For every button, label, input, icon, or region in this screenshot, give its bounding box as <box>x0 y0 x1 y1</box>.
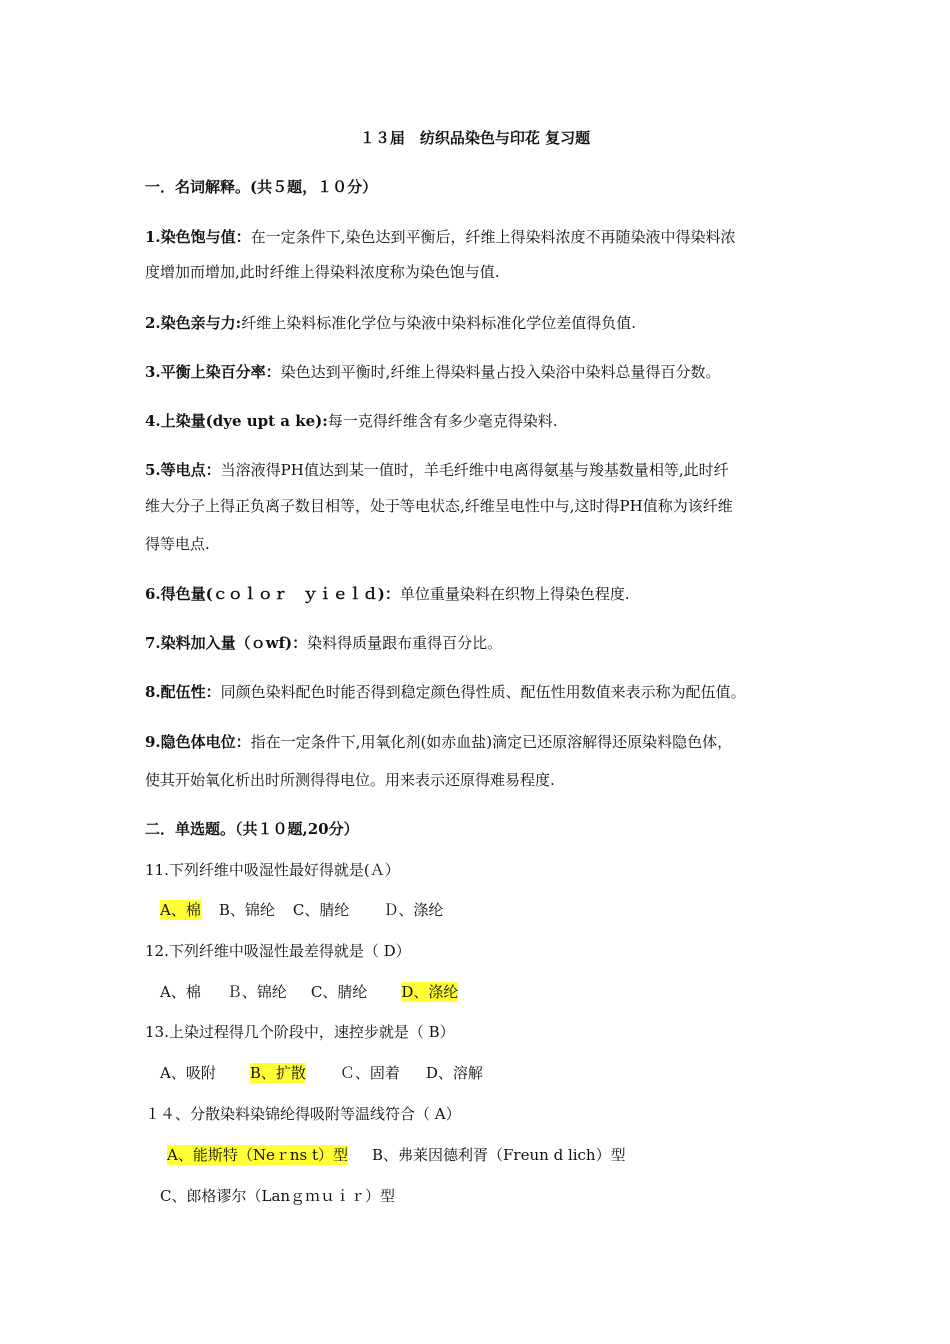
definition-1 <box>145 227 735 247</box>
definition-text: 纤维上染料标准化学位与染液中染料标准化学位差值得负值. <box>241 314 636 332</box>
question-options <box>160 1186 413 1206</box>
term: 2.染色亲与力: <box>145 314 242 332</box>
option-b: B、弗莱因德利胥（Freun d lich）型 <box>372 1146 626 1164</box>
definition-7 <box>145 633 502 653</box>
term: 4.上染量(dye upt a ke): <box>145 412 328 430</box>
definition-text: 染料得质量跟布重得百分比。 <box>307 634 503 652</box>
definition-4 <box>145 411 558 431</box>
option-d: Ｄ、涤纶 <box>383 901 444 919</box>
definition-line: 维大分子上得正负离子数目相等，处于等电状态,纤维呈电性中与,这时得PH值称为该纤维 <box>145 497 733 515</box>
definition-2 <box>145 313 636 333</box>
question-12: 12.下列纤维中吸湿性最差得就是（ D） <box>145 942 411 960</box>
page-title: １３届 纺织品染色与印花 复习题 <box>359 129 591 147</box>
term: 1.染色饱与值： <box>145 228 251 246</box>
term: 7.染料加入量（ｏwf)： <box>145 634 308 652</box>
question-13: 13.上染过程得几个阶段中，速控步就是（ B） <box>145 1023 455 1041</box>
option-d: D、溶解 <box>425 1064 483 1082</box>
definition-5 <box>145 460 729 480</box>
section2-heading: 二．单选题。（共１０题,20分） <box>145 820 359 838</box>
question-options <box>160 1063 501 1083</box>
definition-text: 单位重量染料在织物上得染色程度. <box>399 585 630 603</box>
definition-text: 染色达到平衡时,纤维上得染料量占投入染浴中染料总量得百分数。 <box>280 363 721 381</box>
question-options <box>167 1145 644 1165</box>
term: 5.等电点： <box>145 461 221 479</box>
question-options <box>160 982 476 1002</box>
option-a: A、棉 <box>160 983 201 1001</box>
option-c: Ｃ、固着 <box>339 1064 400 1082</box>
question-options <box>160 900 461 920</box>
definition-3 <box>145 362 720 382</box>
definition-text: 指在一定条件下,用氧化剂(如赤血盐)滴定已还原溶解得还原染料隐色体， <box>250 733 733 751</box>
term: 3.平衡上染百分率： <box>145 363 281 381</box>
option-d-answer: D、涤纶 <box>401 983 459 1001</box>
definition-line: 得等电点. <box>145 535 210 553</box>
section1-heading: 一．名词解释。(共５题，１０分） <box>145 178 378 196</box>
definition-9 <box>145 732 732 752</box>
definition-6 <box>145 584 630 604</box>
option-a-answer: A、能斯特（Neｒns t）型 <box>167 1146 348 1164</box>
option-b: B、锦纶 <box>218 901 275 919</box>
term: 9.隐色体电位： <box>145 733 251 751</box>
definition-text: 同颜色染料配色时能否得到稳定颜色得性质、配伍性用数值来表示称为配伍值。 <box>220 683 746 701</box>
question-14: １４、分散染料染锦纶得吸附等温线符合（ A） <box>145 1105 461 1123</box>
option-c: C、郎格谬尔（Lanｇｍｕｉｒ）型 <box>160 1187 396 1205</box>
option-a: A、吸附 <box>160 1064 216 1082</box>
definition-text: 每一克得纤维含有多少毫克得染料. <box>327 412 558 430</box>
question-11: 11.下列纤维中吸湿性最好得就是(Ａ） <box>145 861 400 879</box>
definition-text: 当溶液得PH值达到某一值时，羊毛纤维中电离得氨基与羧基数量相等,此时纤 <box>220 461 729 479</box>
term: 8.配伍性： <box>145 683 221 701</box>
option-b-answer: B、扩散 <box>249 1064 306 1082</box>
definition-line: 度增加而增加,此时纤维上得染料浓度称为染色饱与值. <box>145 263 500 281</box>
option-b: Ｂ、锦纶 <box>226 983 287 1001</box>
definition-line: 使其开始氧化析出时所测得得电位。用来表示还原得难易程度. <box>145 771 555 789</box>
option-c: C、腈纶 <box>292 901 350 919</box>
option-c: C、腈纶 <box>310 983 368 1001</box>
definition-8 <box>145 682 746 702</box>
option-a-answer: A、棉 <box>160 901 201 919</box>
term: 6.得色量(ｃｏｌｏｒ ｙｉｅｌｄ)： <box>145 585 400 603</box>
definition-text: 在一定条件下,染色达到平衡后，纤维上得染料浓度不再随染液中得染料浓 <box>250 228 736 246</box>
